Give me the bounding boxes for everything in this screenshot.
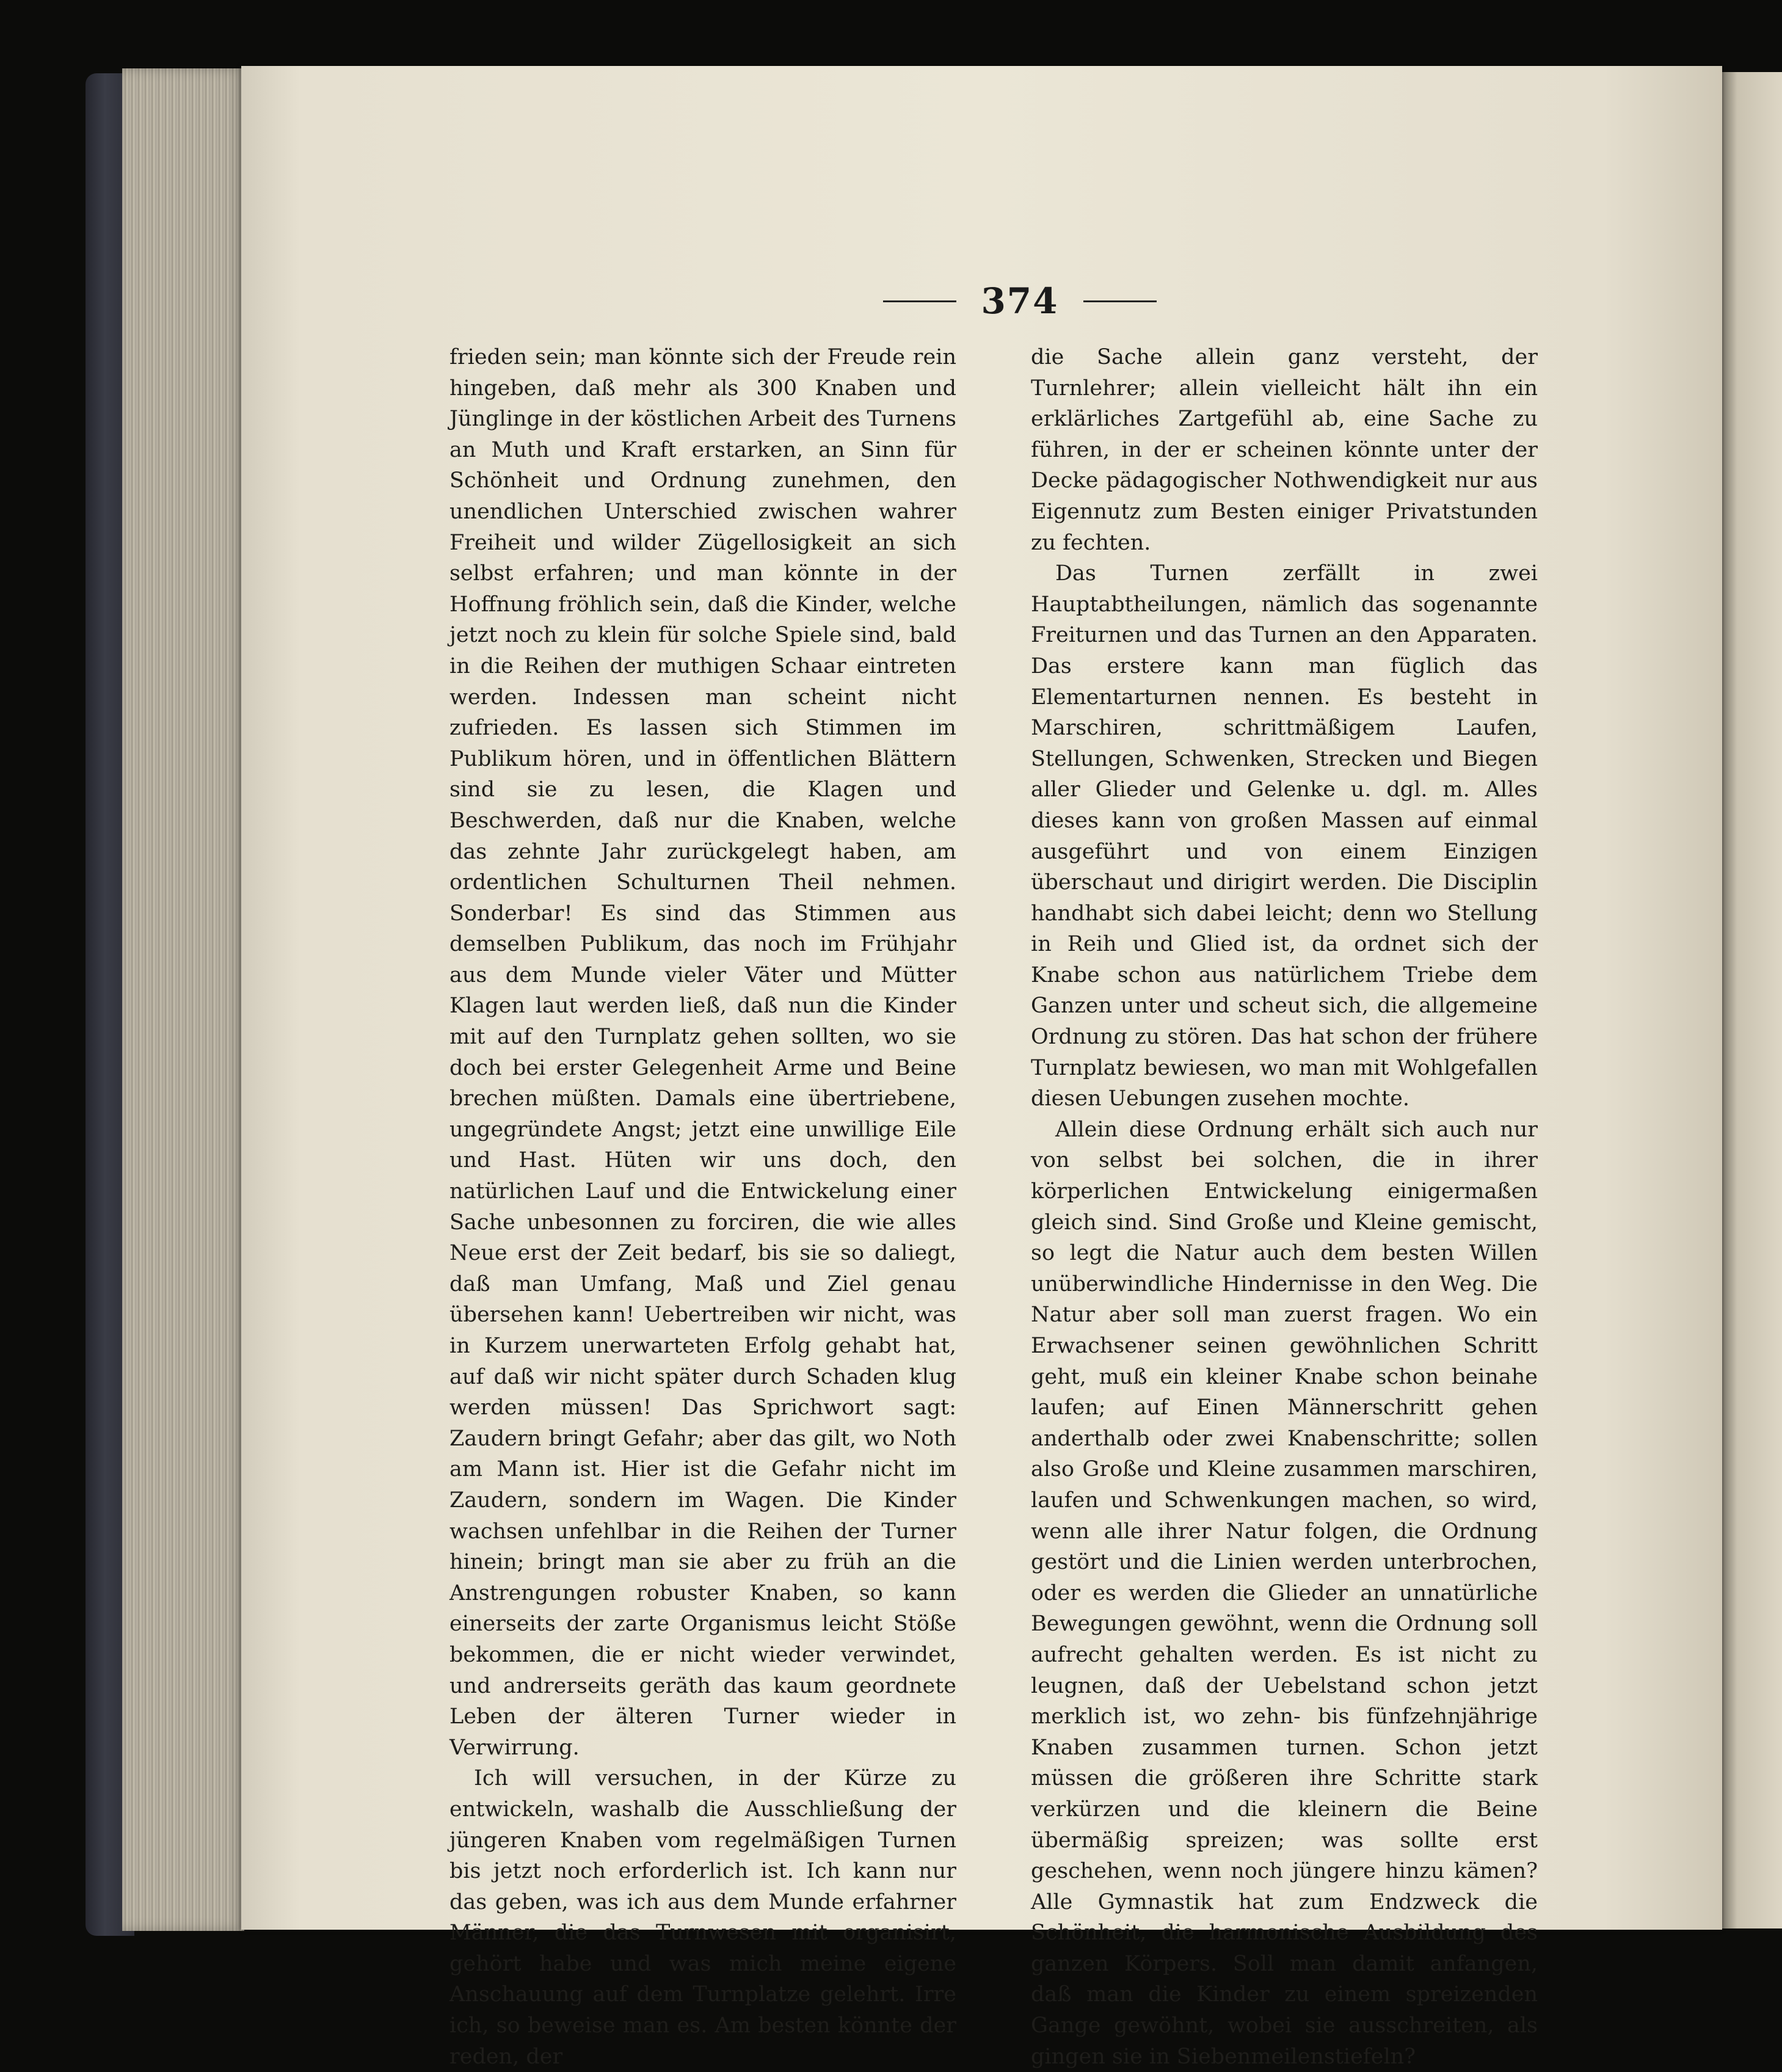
page-header — [849, 274, 1191, 329]
right-paragraph-2: Das Turnen zerfällt in zwei Hauptabtheilungen, nämlich das sogenannte Freiturnen und das Turnen an den Apparaten. Das erstere kann man füglich das Elementarturnen nennen. Es besteht in Marschiren, schrittmäßigem Laufen, Stellungen, Schwenken, Strecken und Biegen aller Glieder und Gelenke u. dgl. m. Alles dieses kann von großen Massen auf einmal ausgeführt und von einem Einzigen überschaut und dirigirt werden. Die Disciplin handhabt sich dabei leicht; denn wo Stellung in Reih und Glied ist, da ordnet sich der Knabe schon aus natürlichem Triebe dem Ganzen unter und scheut sich, die allgemeine Ordnung zu stören. Das hat schon der frühere Turnplatz bewiesen, wo man mit Wohlgefallen diesen Uebungen zusehen mochte. — [1031, 561, 1538, 1111]
page-number: 374 — [981, 280, 1059, 322]
page-edges — [122, 68, 244, 1931]
left-paragraph-2: Ich will versuchen, in der Kürze zu entwickeln, washalb die Ausschließung der jüngeren Knaben vom regelmäßigen Turnen bis jetzt noch erforderlich ist. Ich kann nur das geben, was ich aus dem Munde erfahrner Männer, die das Turnwesen mit organisirt, gehört habe und was mich meine eigene Anschauung auf dem Turnplatze gelehrt. Irre ich, so beweise man es. Am besten könnte der reden, der — [449, 1766, 956, 2069]
right-paragraph-3: Allein diese Ordnung erhält sich auch nur von selbst bei solchen, die in ihrer körperlichen Entwickelung einigermaßen gleich sind. Sind Große und Kleine gemischt, so legt die Natur auch dem besten Willen unüberwindliche Hindernisse in den Weg. Die Natur aber soll man zuerst fragen. Wo ein Erwachsener seinen gewöhnlichen Schritt geht, muß ein kleiner Knabe schon beinahe laufen; auf Einen Männerschritt gehen anderthalb oder zwei Knabenschritte; sollen also Große und Kleine zusammen marschiren, laufen und Schwenkungen machen, so wird, wenn alle ihrer Natur folgen, die Ordnung gestört und die Linien werden unterbrochen, oder es werden die Glieder an unnatürliche Bewegungen gewöhnt, wenn die Ordnung soll aufrecht gehalten werden. Es ist nicht zu leugnen, daß der Uebelstand schon jetzt merklich ist, wo zehn- bis fünfzehnjährige Knaben zusammen turnen. Schon jetzt müssen die größeren ihre Schritte stark verkürzen und die kleinern die Beine übermäßig spreizen; was sollte erst geschehen, wenn noch jüngere hinzu kämen? Alle Gymnastik hat zum Endzweck die Schönheit, die harmonische Ausbildung des ganzen Körpers. Soll man damit anfangen, daß man die Kinder zu einem spreizenden Gange gewöhnt, wobei sie ausschreiten, als gingen sie in Siebenmeilenstiefeln? — [1031, 1117, 1538, 2069]
right-column — [1031, 342, 1538, 2072]
header-rule-right — [1083, 300, 1157, 302]
left-column — [449, 342, 956, 2072]
left-paragraph-1: frieden sein; man könnte sich der Freude rein hingeben, daß mehr als 300 Knaben und Jünglinge in der köstlichen Arbeit des Turnens an Muth und Kraft erstarken, an Sinn für Schönheit und Ordnung zunehmen, den unendlichen Unterschied zwischen wahrer Freiheit und wilder Zügellosigkeit an sich selbst erfahren; und man könnte in der Hoffnung fröhlich sein, daß die Kinder, welche jetzt noch zu klein für solche Spiele sind, bald in die Reihen der muthigen Schaar eintreten werden. Indessen man scheint nicht zufrieden. Es lassen sich Stimmen im Publikum hören, und in öffentlichen Blättern sind sie zu lesen, die Klagen und Beschwerden, daß nur die Knaben, welche das zehnte Jahr zurückgelegt haben, am ordentlichen Schulturnen Theil nehmen. Sonderbar! Es sind das Stimmen aus demselben Publikum, das noch im Frühjahr aus dem Munde vieler Väter und Mütter Klagen laut werden ließ, daß nun die Kinder mit auf den Turnplatz gehen sollten, wo sie doch bei erster Gelegenheit Arme und Beine brechen müßten. Damals eine übertriebene, ungegründete Angst; jetzt eine unwillige Eile und Hast. Hüten wir uns doch, den natürlichen Lauf und die Entwickelung einer Sache unbesonnen zu forciren, die wie alles Neue erst der Zeit bedarf, bis sie so daliegt, daß man Umfang, Maß und Ziel genau übersehen kann! Uebertreiben wir nicht, was in Kurzem unerwarteten Erfolg gehabt hat, auf daß wir nicht später durch Schaden klug werden müssen! Das Sprichwort sagt: Zaudern bringt Gefahr; aber das gilt, wo Noth am Mann ist. Hier ist die Gefahr nicht im Zaudern, sondern im Wagen. Die Kinder wachsen unfehlbar in die Reihen der Turner hinein; bringt man sie aber zu früh an die Anstrengungen robuster Knaben, so kann einerseits der zarte Organismus leicht Stöße bekommen, die er nicht wieder verwindet, und andrerseits geräth das kaum geordnete Leben der älteren Turner wieder in Verwirrung. — [449, 345, 956, 1760]
facing-page-edge — [1722, 72, 1782, 1928]
right-paragraph-1: die Sache allein ganz versteht, der Turnlehrer; allein vielleicht hält ihn ein erklärliches Zartgefühl ab, eine Sache zu führen, in der er scheinen könnte unter der Decke pädagogischer Nothwendigkeit nur aus Eigennutz zum Besten einiger Privatstunden zu fechten. — [1031, 345, 1538, 555]
header-rule-left — [883, 300, 956, 302]
